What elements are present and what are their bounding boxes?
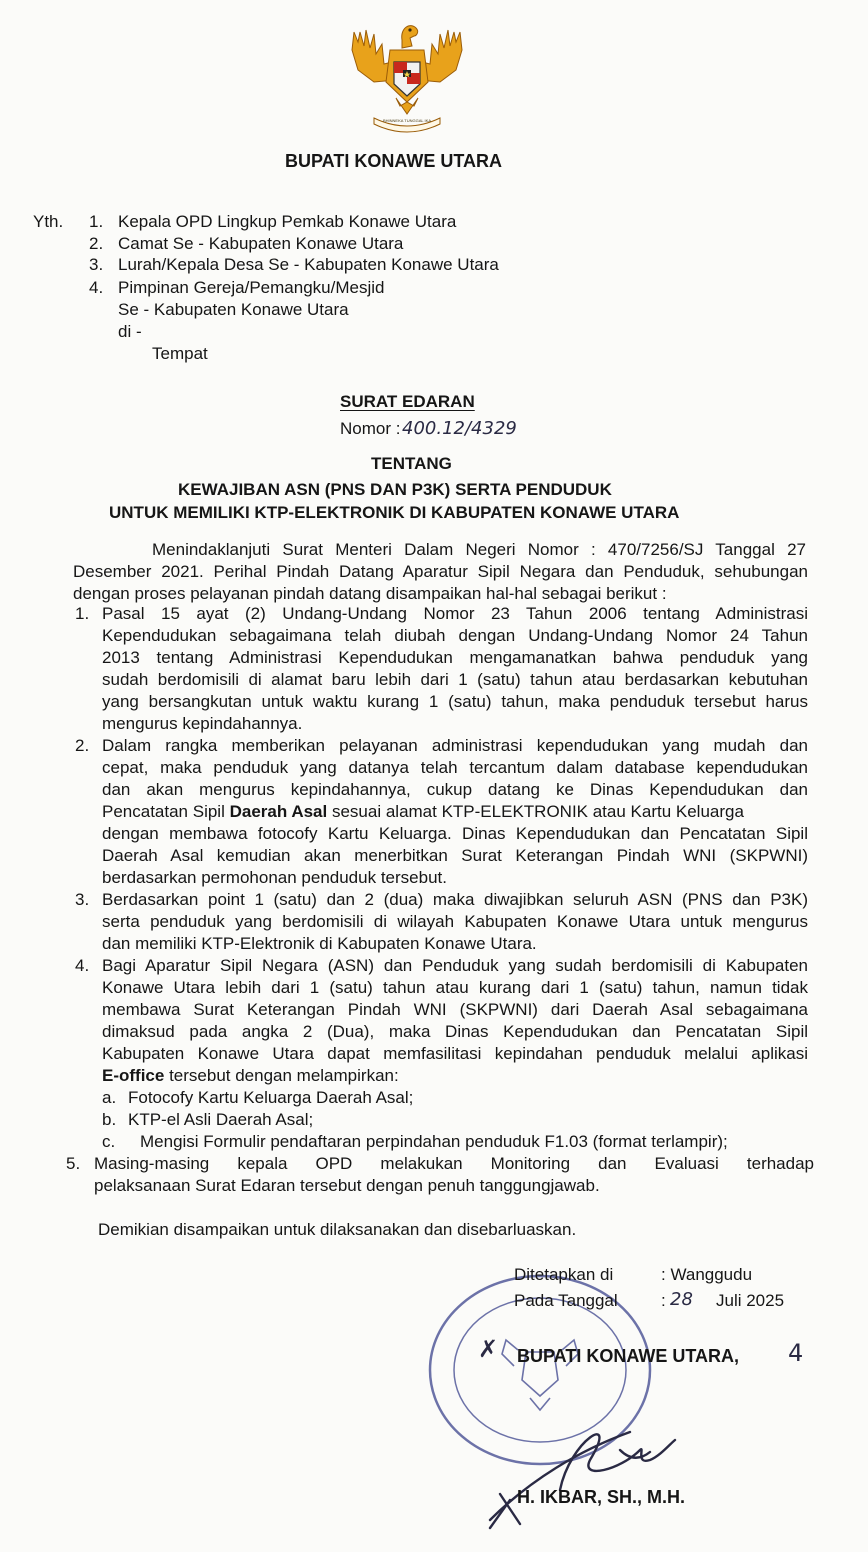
addressee-num: 2. — [89, 234, 104, 253]
signatory-office: BUPATI KONAWE UTARA, — [517, 1346, 739, 1366]
signatory-name: H. IKBAR, SH., M.H. — [517, 1487, 686, 1507]
point-number: 1. — [75, 604, 90, 623]
addressee-text: Camat Se - Kabupaten Konawe Utara — [118, 234, 404, 253]
point-line: mengurus kepindahannya. — [102, 714, 303, 733]
point-text: sesuai alamat KTP-ELEKTRONIK atau Kartu Keluarga — [327, 802, 744, 821]
point-line: Konawe Utara lebih dari 1 (satu) tahun atau kurang dari 1 (satu) tahun, namun tidak — [102, 978, 808, 997]
signature-icon — [490, 1432, 675, 1528]
addressee-text: Kepala OPD Lingkup Pemkab Konawe Utara — [118, 212, 457, 231]
addressee-text: Lurah/Kepala Desa Se - Kabupaten Konawe Utara — [118, 255, 499, 274]
point-line: serta penduduk yang berdomisili di wilayah Kabupaten Konawe Utara untuk mengurus — [102, 912, 808, 931]
intro-line: Menindaklanjuti Surat Menteri Dalam Negeri Nomor : 470/7256/SJ Tanggal 27 — [152, 540, 806, 559]
point-number: 3. — [75, 890, 90, 909]
point-line: Kabupaten Konawe Utara dapat memfasilitasi kepindahan penduduk melalui aplikasi — [102, 1044, 808, 1063]
point-number: 5. — [66, 1154, 81, 1173]
yth-label: Yth. — [33, 212, 64, 231]
nomor-label: Nomor : — [340, 419, 401, 438]
addressee-num: 3. — [89, 255, 104, 274]
page-title: BUPATI KONAWE UTARA — [285, 151, 502, 171]
intro-line: Desember 2021. Perihal Pindah Datang Aparatur Sipil Negara dan Penduduk, sehubungan — [73, 562, 808, 581]
point-line: Dalam rangka memberikan pelayanan administrasi kependudukan yang mudah dan — [102, 736, 808, 755]
point-line: 2013 tentang Administrasi Kependudukan mengamanatkan bahwa penduduk yang — [102, 648, 808, 667]
subitem-text: KTP-el Asli Daerah Asal; — [128, 1110, 314, 1129]
subitem-letter: a. — [102, 1088, 117, 1107]
tempat-label: Tempat — [152, 344, 208, 363]
subitem-letter: c. — [102, 1132, 116, 1151]
addressee-text: Pimpinan Gereja/Pemangku/Mesjid — [118, 278, 385, 297]
point-line: dimaksud pada angka 2 (Dua), maka Dinas Kependudukan dan Pencatatan Sipil — [102, 1022, 808, 1041]
initial-mark: ✗ — [478, 1335, 499, 1363]
subitem-text: Fotocofy Kartu Keluarga Daerah Asal; — [128, 1088, 414, 1107]
point-line: Bagi Aparatur Sipil Negara (ASN) dan Penduduk yang sudah berdomisili di Kabupaten — [102, 956, 808, 975]
point-text: tersebut dengan melampirkan: — [164, 1066, 399, 1085]
point-line: Pasal 15 ayat (2) Undang-Undang Nomor 23 Tahun 2006 tentang Administrasi — [102, 604, 808, 623]
subject-line: UNTUK MEMILIKI KTP-ELEKTRONIK DI KABUPATEN KONAWE UTARA — [109, 503, 680, 522]
paraf-mark: 4 — [788, 1339, 804, 1367]
tanggal-day: 28 — [670, 1289, 693, 1310]
intro-line: dengan proses pelayanan pindah datang disampaikan hal-hal sebagai berikut : — [73, 584, 667, 603]
subitem-letter: b. — [102, 1110, 117, 1129]
circular-heading: SURAT EDARAN — [340, 392, 475, 411]
tanggal-label: Pada Tanggal — [514, 1291, 618, 1310]
emblem-motto: BHINNEKA TUNGGAL IKA — [382, 118, 431, 123]
point-text: Pencatatan Sipil — [102, 802, 230, 821]
tentang-label: TENTANG — [371, 454, 452, 473]
point-line: membawa Surat Keterangan Pindah WNI (SKPWNI) dari Daerah Asal sebagaimana — [102, 1000, 808, 1019]
nomor-value: 400.12/4329 — [402, 418, 517, 439]
ditetapkan-value: : Wanggudu — [661, 1265, 753, 1284]
addressee-num: 1. — [89, 212, 104, 231]
handwritten-signature — [470, 1420, 710, 1530]
point-line: sudah berdomisili di alamat baru lebih dari 1 (satu) tahun atau berdasarkan kebutuhan — [102, 670, 808, 689]
ditetapkan-label: Ditetapkan di — [514, 1265, 614, 1284]
tanggal-colon: : — [661, 1291, 666, 1310]
daerah-asal-emphasis: Daerah Asal — [229, 802, 328, 821]
point-line: Daerah Asal kemudian akan menerbitkan Surat Keterangan Pindah WNI (SKPWNI) — [102, 846, 808, 865]
point-line: Berdasarkan point 1 (satu) dan 2 (dua) maka diwajibkan seluruh ASN (PNS dan P3K) — [102, 890, 808, 909]
point-number: 2. — [75, 736, 90, 755]
addressee-num: 4. — [89, 278, 104, 297]
point-line: dan akan mengurus kepindahannya, cukup datang ke Dinas Kependudukan dan — [102, 780, 808, 799]
eoffice-emphasis: E-office — [102, 1066, 165, 1085]
addressee-text-cont: Se - Kabupaten Konawe Utara — [118, 300, 349, 319]
point-line-mixed — [102, 1065, 399, 1087]
subject-line: KEWAJIBAN ASN (PNS DAN P3K) SERTA PENDUDUK — [178, 480, 612, 499]
subitem-text: Mengisi Formulir pendaftaran perpindahan penduduk F1.03 (format terlampir); — [140, 1132, 728, 1151]
point-line: dan memiliki KTP-Elektronik di Kabupaten Konawe Utara. — [102, 934, 537, 953]
point-line: pelaksanaan Surat Edaran tersebut dengan penuh tanggungjawab. — [94, 1176, 600, 1195]
point-line: cepat, maka penduduk yang datanya telah tercantum dalam database kependudukan — [102, 758, 808, 777]
di-label: di - — [118, 322, 142, 341]
point-line: berdasarkan permohonan penduduk tersebut. — [102, 868, 447, 887]
point-line: dengan membawa fotocofy Kartu Keluarga. Dinas Kependudukan dan Pencatatan Sipil — [102, 824, 808, 843]
point-line: Masing-masing kepala OPD melakukan Monitoring dan Evaluasi terhadap — [94, 1154, 814, 1173]
tanggal-monthyear: Juli 2025 — [716, 1291, 785, 1310]
point-line-mixed — [102, 801, 744, 823]
point-line: yang bersangkutan untuk waktu kurang 1 (satu) tahun, maka penduduk tersebut harus — [102, 692, 808, 711]
closing-statement: Demikian disampaikan untuk dilaksanakan dan disebarluaskan. — [98, 1220, 577, 1239]
point-number: 4. — [75, 956, 90, 975]
point-line: Kependudukan sebagaimana telah diubah dengan Undang-Undang Nomor 24 Tahun — [102, 626, 808, 645]
